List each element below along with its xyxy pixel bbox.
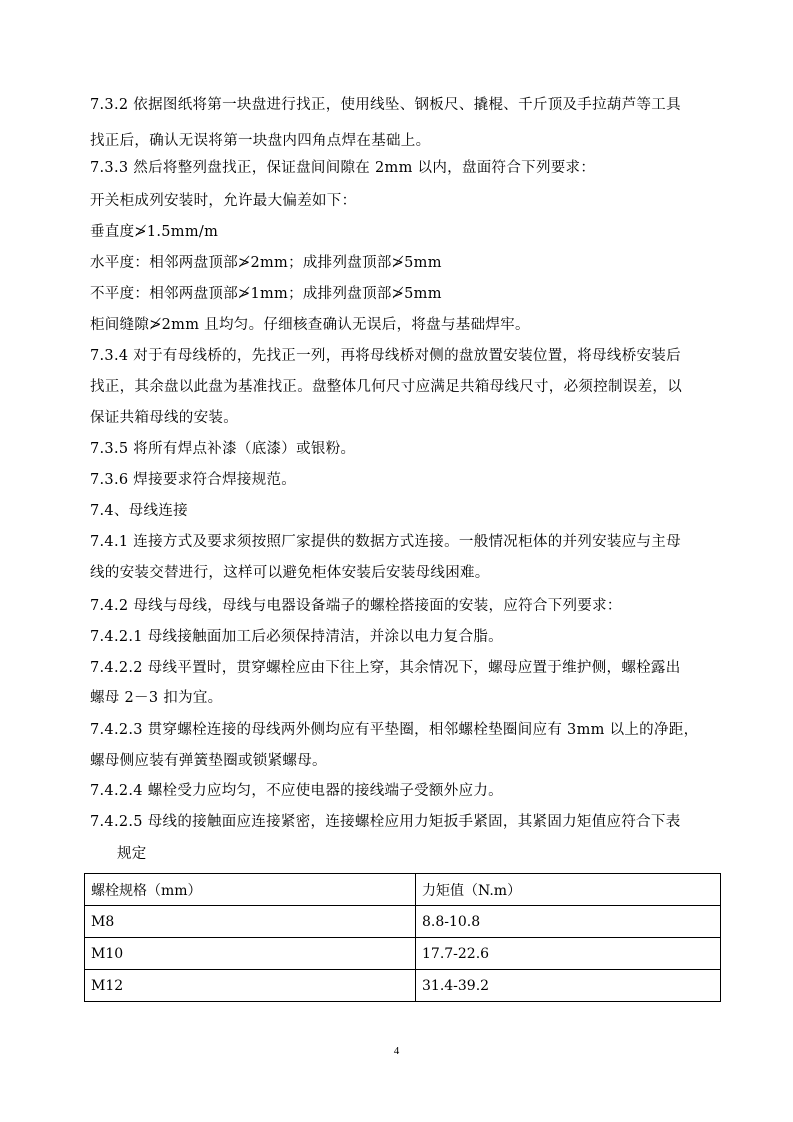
paragraph-line: 保证共箱母线的安装。 — [90, 410, 238, 426]
table-header-row — [85, 874, 721, 906]
paragraph-line: 7.3.3 然后将整列盘找正，保证盘间间隙在 2mm 以内，盘面符合下列要求： — [90, 160, 596, 176]
paragraph-line: 找正后，确认无误将第一块盘内四角点焊在基础上。 — [90, 133, 431, 149]
paragraph-line: 7.4.2.2 母线平置时，贯穿螺栓应由下往上穿，其余情况下，螺母应置于维护侧，螺栓露出 — [90, 660, 681, 676]
table-cell-torque: 17.7-22.6 — [416, 938, 721, 970]
paragraph-line: 7.3.4 对于有母线桥的，先找正一列，再将母线桥对侧的盘放置安装位置，将母线桥安装后 — [90, 348, 681, 364]
paragraph-line: 螺母侧应装有弹簧垫圈或锁紧螺母。 — [90, 753, 327, 769]
header-bolt-spec: 螺栓规格（mm） — [85, 874, 416, 906]
paragraph-line: 水平度：相邻两盘顶部≯2mm；成排列盘顶部≯5mm — [90, 255, 442, 271]
section-heading: 7.4、母线连接 — [90, 503, 188, 519]
torque-table — [84, 873, 721, 1002]
table-row — [85, 970, 721, 1002]
table-cell-bolt: M8 — [85, 906, 416, 938]
header-torque-value: 力矩值（N.m） — [416, 874, 721, 906]
table-cell-bolt: M10 — [85, 938, 416, 970]
paragraph-line: 规定 — [117, 846, 147, 862]
table-cell-bolt: M12 — [85, 970, 416, 1002]
paragraph-line: 7.4.1 连接方式及要求须按照厂家提供的数据方式连接。一般情况柜体的并列安装应与主母 — [90, 534, 681, 550]
paragraph-line: 7.3.5 将所有焊点补漆（底漆）或银粉。 — [90, 441, 356, 457]
paragraph-line: 找正，其余盘以此盘为基准找正。盘整体几何尺寸应满足共箱母线尺寸，必须控制误差，以 — [90, 379, 682, 395]
paragraph-line: 螺母 2－3 扣为宜。 — [90, 690, 223, 706]
paragraph-line: 7.4.2 母线与母线，母线与电器设备端子的螺栓搭接面的安装，应符合下列要求： — [90, 598, 622, 614]
paragraph-line: 7.4.2.1 母线接触面加工后必须保持清洁，并涂以电力复合脂。 — [90, 629, 503, 645]
paragraph-line: 7.3.6 焊接要求符合焊接规范。 — [90, 472, 297, 488]
table-cell-torque: 8.8-10.8 — [416, 906, 721, 938]
page-number: 4 — [393, 1045, 400, 1057]
table-row — [85, 938, 721, 970]
paragraph-line: 7.4.2.5 母线的接触面应连接紧密，连接螺栓应用力矩扳手紧固，其紧固力矩值应符合下表 — [90, 814, 681, 830]
paragraph-line: 7.4.2.3 贯穿螺栓连接的母线两外侧均应有平垫圈，相邻螺栓垫圈间应有 3mm 以上的净距， — [90, 722, 699, 738]
paragraph-line: 柜间缝隙≯2mm 且均匀。仔细核查确认无误后，将盘与基础焊牢。 — [90, 317, 530, 333]
paragraph-line: 垂直度≯1.5mm/m — [90, 224, 219, 240]
paragraph-line: 7.3.2 依据图纸将第一块盘进行找正，使用线坠、钢板尺、撬棍、千斤顶及手拉葫芦等工具 — [90, 97, 681, 113]
paragraph-line: 不平度：相邻两盘顶部≯1mm；成排列盘顶部≯5mm — [90, 286, 442, 302]
table-cell-torque: 31.4-39.2 — [416, 970, 721, 1002]
paragraph-line: 线的安装交替进行，这样可以避免柜体安装后安装母线困难。 — [90, 565, 490, 581]
table-row — [85, 906, 721, 938]
paragraph-line: 7.4.2.4 螺栓受力应均匀，不应使电器的接线端子受额外应力。 — [90, 783, 503, 799]
paragraph-line: 开关柜成列安装时，允许最大偏差如下： — [90, 193, 357, 209]
